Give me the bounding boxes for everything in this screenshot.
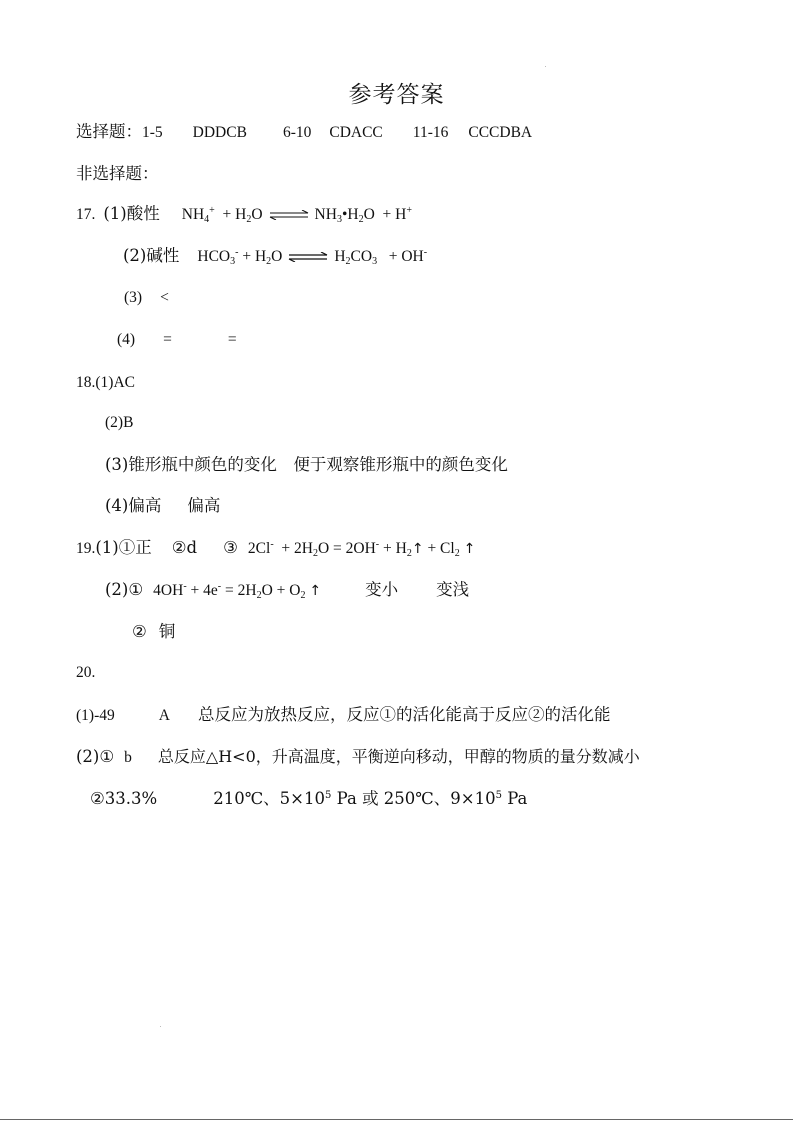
q19-p2-equation [153,582,321,599]
formula-part: 2Cl [247,540,271,557]
q18-p4-label: (4)偏高 [105,496,162,515]
answer-text: Pa 或 250℃、9×10 [331,789,496,808]
formula-part: NH [314,206,337,223]
q20-part1 [76,704,610,727]
subscript: 4 [204,214,210,225]
formula-part: + H [382,206,407,223]
gas-arrow-icon: ↑ [463,541,476,557]
equilibrium-arrow-icon [269,210,309,220]
subscript: 2 [300,590,306,601]
answer-text: 210℃、5×10 [213,789,325,808]
q20-part3 [90,788,527,810]
formula-part: O + O [261,582,301,599]
q20-p3-label: ②33.3% [90,789,158,808]
q19-p1-answer-c: ③ [223,538,238,557]
q17-p4-answer-1: = [163,331,172,348]
q18-p2: (2)B [105,414,134,431]
q17-part4 [117,329,237,351]
scan-speck [160,1026,161,1027]
scan-speck [545,66,546,67]
q17-part2 [123,245,427,268]
formula-part: HCO [197,248,231,265]
q17-p2-equation [197,248,427,265]
q18-number: 18. [76,374,96,391]
subscript: 2 [454,548,460,559]
q19-part2 [105,579,469,602]
q19-p3-label: ② [132,622,147,641]
q17-p3-label: (3) [124,289,143,306]
q19-number: 19. [76,540,96,557]
superscript: + [209,205,215,216]
choice-range-1: 1-5 [142,124,163,141]
choice-answer-2: CDACC [329,124,383,141]
formula-part: + 2H [281,540,313,557]
choice-answers [76,121,532,144]
superscript: 5 [495,790,502,801]
q20-p1-label: (1)-49 [76,707,115,724]
gas-arrow-icon: ↑ [309,583,322,599]
q18-part1 [76,371,135,394]
q19-part1 [76,537,475,560]
subscript: 2 [358,214,364,225]
formula-part: + OH [388,248,424,265]
q18-p3: (3)锥形瓶中颜色的变化 便于观察锥形瓶中的颜色变化 [105,455,508,474]
q17-p3-answer: < [160,289,169,306]
q20-p2-label: (2)① [76,747,115,766]
equilibrium-arrow-icon [288,252,328,262]
page-title: 参考答案 [348,82,445,108]
formula-part: H [334,248,346,265]
q18-p1: (1)AC [95,374,135,391]
q19-p1-answer-b: ②d [171,538,198,557]
subscript: 3 [336,214,342,225]
q20-p2-answer-1: b [124,749,132,766]
q19-p2-answer-3: 变浅 [436,580,470,599]
formula-part: 4OH [153,582,184,599]
choice-answer-1: DDDCB [192,124,247,141]
q19-part3 [132,621,175,643]
formula-part: + Cl [427,540,455,557]
formula-part: O [271,248,283,265]
superscript: - [270,539,274,550]
formula-part: O = 2OH [317,540,376,557]
formula-part: = 2H [225,582,257,599]
nonchoice-label: 非选择题： [76,164,159,183]
q19-p1-equation [248,540,475,557]
q17-p1-label: (1)酸性 [103,204,160,223]
formula-part: O [363,206,375,223]
subscript: 2 [406,548,412,559]
formula-part: •H [341,206,359,223]
q17-number: 17. [76,206,96,223]
q19-p2-answer-2: 变小 [365,580,399,599]
q17-p4-answer-2: = [227,331,237,348]
superscript: - [235,247,239,258]
q17-p4-label: (4) [117,331,136,348]
superscript: - [183,581,187,592]
q18-part4 [105,495,220,517]
q17-p2-label: (2)碱性 [123,246,180,265]
formula-part: + H [242,248,267,265]
q20-p3-answer-2 [213,789,527,808]
q20-part2 [76,746,640,769]
page-bottom-rule [0,1119,793,1120]
superscript: - [423,247,428,258]
formula-part: O [251,206,263,223]
subscript: 2 [345,256,351,267]
subscript: 3 [372,256,378,267]
choice-answer-3: CCCDBA [468,124,533,141]
answer-text: Pa [501,789,528,808]
choice-range-2: 6-10 [282,124,312,141]
subscript: 2 [312,548,318,559]
q20-p2-answer-2: 总反应△H<0，升高温度，平衡逆向移动，甲醇的物质的量分数减小 [157,747,640,766]
formula-part: CO [350,248,373,265]
q20-p1-answer-3: 总反应为放热反应，反应①的活化能高于反应②的活化能 [197,705,611,724]
q19-p2-label: (2)① [105,580,144,599]
q17-p1-equation [182,206,412,223]
formula-part: + H [383,540,407,557]
gas-arrow-icon: ↑ [411,541,424,557]
q17-part3 [124,287,169,309]
superscript: - [217,581,222,592]
q19-p3-answer: 铜 [158,622,176,641]
choice-label: 选择题： [76,122,142,141]
q17-part1 [76,203,412,226]
q19-p1-label: (1)①正 [95,538,152,557]
formula-part: + H [222,206,247,223]
subscript: 3 [230,256,236,267]
superscript: 5 [325,790,332,801]
formula-part: + 4e [190,582,218,599]
subscript: 2 [256,590,262,601]
superscript: + [406,205,412,216]
superscript: - [375,539,380,550]
formula-part: NH [181,206,205,223]
subscript: 2 [266,256,272,267]
choice-range-3: 11-16 [412,124,449,141]
subscript: 2 [246,214,252,225]
q20-number: 20. [76,664,96,681]
q20-p1-answer-2: A [158,707,170,724]
q18-p4-answer-2: 偏高 [187,496,221,515]
